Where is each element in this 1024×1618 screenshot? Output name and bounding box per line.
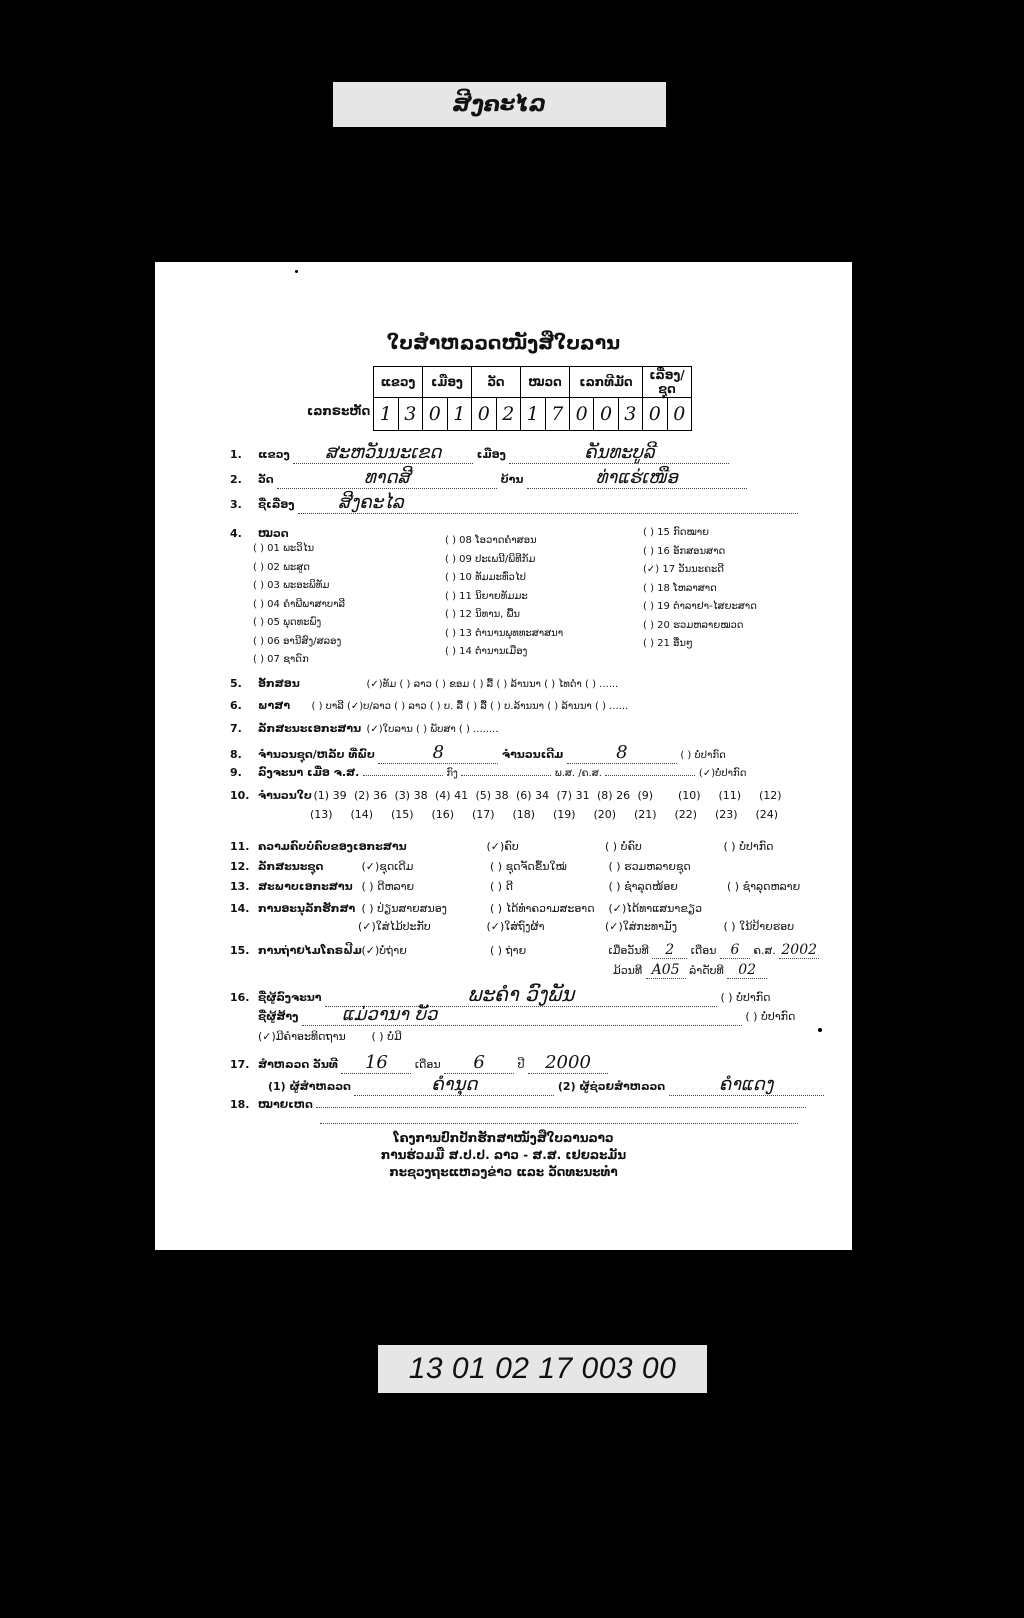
handwritten-value: ສະຫວັນນະເຂດ [325, 442, 442, 463]
grid-digit: 0 [472, 398, 497, 431]
options: ( ) ບາລີ (✓)ບ/ລາວ ( ) ລາວ ( ) ບ. ລື້ ( ) ລື້ ( ) ບ.ລ້ານນາ ( ) ລ້ານນາ ( ) ...... [311, 701, 629, 712]
leaf-count: (11) [718, 789, 742, 802]
field-label: ຊື່ຜູ້ສ້າງ [258, 1010, 299, 1023]
grid-digit: 3 [398, 398, 423, 431]
grid-header: ເລກທີມັດ [570, 367, 643, 398]
field-18: 18. ໝາຍເຫດ [230, 1098, 806, 1111]
field-7: 7. ລັກສະນະເອກະສານ (✓)ໃບລານ ( ) ພັບສາ ( ) ........ [230, 722, 499, 735]
leaf-count: (14) [350, 808, 374, 821]
grid-digit: 2 [496, 398, 521, 431]
option: ( ) ບໍ່ປາກົດ [723, 840, 774, 853]
handwritten-value: 8 [432, 742, 445, 763]
field-label: ພ.ສ. /ຄ.ສ. [554, 768, 602, 779]
category-option: ( ) 11 ນິຍາຍທັມມະ [445, 590, 528, 602]
field-9: 9. ລົງຈະນາ ເມື່ອ ຈ.ສ. ກົງ ພ.ສ. /ຄ.ສ. (✓)ບໍ່ປາກົດ [230, 766, 747, 779]
leaf-count: (16) [431, 808, 455, 821]
grid-header: ເລື່ອງ/ຊຸດ [643, 367, 692, 398]
field-label: ການຖ່າຍໄມໂຄຣຟີມ [258, 944, 362, 957]
option: ( ) ໄດ້ທຳຄວາມສະອາດ [490, 902, 595, 915]
field-17b [268, 1074, 824, 1096]
handwritten-value: ຄັນທະບູລີ [584, 442, 655, 463]
category-option: ( ) 03 ພະອະພິທັມ [253, 580, 330, 591]
handwritten-value: ພະຄຳ ວົງພັນ [467, 982, 575, 1006]
category-option: ( ) 02 ພະສູດ [253, 561, 310, 573]
option: (✓)ໃສ່ກະທາມັງ [605, 920, 678, 933]
field-label: ບ້ານ [500, 473, 524, 486]
field-label: ສະພາບເອກະສານ [258, 880, 353, 893]
field-label: ລັກສະນະຊຸດ [258, 860, 324, 873]
field-label: ເດືອນ [414, 1058, 441, 1071]
field-10-row2 [310, 808, 786, 821]
field-label: (2) ຜູ້ຊ່ວຍສຳຫລວດ [557, 1080, 666, 1093]
regno-label: ເລກຣະຫັດ [307, 404, 371, 418]
category-option: ( ) 18 ໂຫລາສາດ [643, 582, 717, 594]
category-option: ( ) 16 ອັກສອນສາດ [643, 545, 726, 557]
handwritten-value: 6 [473, 1052, 485, 1073]
category-option: ( ) 09 ປະເພນີ/ພິທີກັມ [445, 553, 536, 565]
category-option: ( ) 07 ຊາດົກ [253, 654, 309, 665]
field-14: 14. ການອະນຸລັກຮັກສາ ( ) ປ່ຽນສາຍສນອງ ( ) ໄດ້ທຳຄວາມສະອາດ (✓)ໄດ້ທາແສນາຂຽວ [230, 902, 703, 915]
field-3: 3. ຊື່ເລື່ອງ ສີງຄະໄລ [230, 492, 798, 514]
field-label: ພາສາ [258, 699, 291, 712]
field-14-row2 [358, 920, 794, 933]
field-16: 16. ຊື່ຜູ້ລົງຈະນາ ພະຄຳ ວົງພັນ ( ) ບໍ່ປາກົດ [230, 982, 771, 1006]
field-label: ຄວາມຄົບບໍ່ຄົບຂອງເອກະສານ [258, 840, 407, 853]
field-5: 5. ອັກສອນ (✓)ທັມ ( ) ລາວ ( ) ຂອມ ( ) ລື້ ( ) ລ້ານນາ ( ) ໄທດຳ ( ) ...... [230, 677, 619, 690]
leaf-count: (13) [310, 808, 333, 821]
handwritten-value: ທ່າແຮ່ເໜືອ [595, 467, 678, 488]
handwritten-value: 16 [364, 1052, 388, 1073]
option: ( ) ບໍ່ຄົບ [605, 840, 642, 853]
field-label: ສຳຫລວດ ວັນທີ [258, 1058, 338, 1071]
category-option: ( ) 14 ຕຳນານເມືອງ [445, 646, 528, 657]
category-option: ( ) 05 ພຸດທະພົງ [253, 617, 322, 628]
option: ( ) ບໍ່ມີ [371, 1030, 402, 1043]
category-option: ( ) 20 ຮວມຫລາຍໝວດ [643, 619, 744, 631]
field-label: ລົງຈະນາ ເມື່ອ ຈ.ສ. [258, 766, 360, 779]
category-option: ( ) 21 ອື່ນໆ [643, 638, 693, 649]
handwritten-value: 02 [738, 962, 757, 978]
leaf-count: (24) [755, 808, 779, 821]
field-label: ກົງ [446, 768, 458, 779]
option: (✓)ໃສ່ຖົງຜ້າ [486, 920, 545, 933]
ink-speck [295, 270, 298, 273]
grid-digit: 0 [570, 398, 594, 431]
field-label: ລັກສະນະເອກະສານ [258, 722, 362, 735]
field-16b [258, 1004, 795, 1026]
leaf-count: (6) 34 [516, 789, 550, 802]
field-label: ການອະນຸລັກຮັກສາ [258, 902, 356, 915]
option: ( ) ຊຳລຸດຫລາຍ [727, 880, 801, 893]
options: (✓)ບໍ່ປາກົດ [698, 768, 747, 779]
field-16c [258, 1030, 402, 1043]
category-column-2 [445, 532, 563, 662]
field-15-roll [613, 962, 767, 979]
field-label: ຊື່ຜູ້ລົງຈະນາ [258, 991, 322, 1004]
grid-digit: 1 [447, 398, 472, 431]
field-11: 11. ຄວາມຄົບບໍ່ຄົບຂອງເອກະສານ (✓)ຄົບ ( ) ບໍ່ຄົບ ( ) ບໍ່ປາກົດ [230, 840, 774, 853]
category-option: ( ) 15 ກົດໝາຍ [643, 527, 710, 538]
handwritten-value: ຄຳແດງ [718, 1074, 774, 1095]
option: ( ) ຖ່າຍ [490, 944, 527, 957]
grid-header: ໝວດ [521, 367, 570, 398]
option: ( ) ໃນ້ປ້າຍຮອບ [723, 920, 795, 933]
field-label: ໝວດ [258, 527, 289, 540]
grid-digit: 1 [521, 398, 546, 431]
field-15: 15. ການຖ່າຍໄມໂຄຣຟີມ (✓)ບໍ່ຖ່າຍ ( ) ຖ່າຍ ເມື່ອວັນທີ 2 ເດືອນ 6 ຄ.ສ. 2002 [230, 942, 819, 959]
grid-digit: 3 [618, 398, 642, 431]
leaf-count: (18) [512, 808, 536, 821]
category-option: ( ) 01 ພະວິໄນ [253, 543, 315, 554]
option: ( ) ຊຸດຈັດຂຶ້ນໃໝ່ [490, 860, 567, 873]
field-13: 13. ສະພາບເອກະສານ ( ) ດີຫລາຍ ( ) ດີ ( ) ຊຳລຸດໜ້ອຍ ( ) ຊຳລຸດຫລາຍ [230, 880, 801, 893]
grid-header: ແຂວງ [374, 367, 423, 398]
field-label: ປີ [517, 1058, 525, 1071]
field-label: ຈຳນວນໃບ [258, 789, 312, 802]
category-option: ( ) 12 ນິທານ, ພື້ນ [445, 609, 520, 620]
category-option: ( ) 08 ໂອວາດຄຳສອນ [445, 535, 537, 546]
category-column-3 [643, 524, 757, 654]
field-label: ຈຳນວນເດີມ [501, 748, 564, 761]
option: (✓)ມີຄຳອະທິດຖານ [258, 1030, 346, 1043]
leaf-count: (7) 31 [556, 789, 590, 802]
options: ( ) ບໍ່ປາກົດ [720, 991, 771, 1004]
option: ( ) ດີຫລາຍ [361, 880, 415, 893]
option: ( ) ປ່ຽນສາຍສນອງ [361, 902, 447, 915]
field-label: ແຂວງ [258, 448, 290, 461]
option: (✓)ບໍ່ຖ່າຍ [361, 944, 407, 957]
option: (✓)ຄົບ [486, 840, 519, 853]
reference-number-label: 13 01 02 17 003 00 [378, 1345, 707, 1393]
handwritten-value: ຄຳນຸດ [431, 1074, 478, 1095]
leaf-count: (8) 26 [597, 789, 631, 802]
handwritten-value: ທາດສີ [364, 467, 411, 488]
grid-digit: 0 [594, 398, 618, 431]
handwritten-value: ແມ່ວານາ ບັວ [341, 1004, 438, 1025]
leaf-count: (3) 38 [394, 789, 428, 802]
options: (✓)ໃບລານ ( ) ພັບສາ ( ) ........ [366, 724, 499, 735]
handwritten-value: A05 [651, 962, 680, 978]
handwritten-value: ສີງຄະໄລ [338, 492, 404, 513]
category-option: ( ) 06 ອານີສົງ/ສລອງ [253, 635, 342, 647]
field-17: 17. ສຳຫລວດ ວັນທີ 16 ເດືອນ 6 ປີ 2000 [230, 1052, 608, 1074]
option: ( ) ຮວມຫລາຍຊຸດ [608, 860, 691, 873]
leaf-count: (12) [759, 789, 782, 802]
field-label: ວັດ [258, 473, 274, 486]
field-12: 12. ລັກສະນະຊຸດ (✓)ຊຸດເດີມ ( ) ຊຸດຈັດຂຶ້ນໃໝ່ ( ) ຮວມຫລາຍຊຸດ [230, 860, 691, 873]
option: ( ) ຊຳລຸດໜ້ອຍ [608, 880, 678, 893]
category-option: ( ) 04 ຄຳພີພາສາບາລີ [253, 598, 346, 610]
field-4: 4. ໝວດ [230, 527, 289, 540]
handwritten-value: 2000 [545, 1052, 591, 1073]
field-label: ຈຳນວນຊຸດ/ຫລັບ ທີ່ພົບ [258, 748, 375, 761]
grid-header: ເມືອງ [423, 367, 472, 398]
footer-line: ການຮ່ວມມື ສ.ປ.ປ. ລາວ - ສ.ສ. ເຢຍລະມັນ [380, 1148, 627, 1162]
field-1: 1. ແຂວງ ສະຫວັນນະເຂດ ເມືອງ ຄັນທະບູລີ [230, 442, 729, 464]
leaf-count: (17) [472, 808, 495, 821]
form-footer [155, 1130, 852, 1181]
field-label: ລຳດັບທີ [689, 964, 724, 977]
field-label: ມ້ວນທີ [613, 964, 643, 977]
ink-speck [818, 1028, 822, 1032]
grid-digit: 0 [423, 398, 448, 431]
handwritten-value: 6 [730, 942, 740, 958]
category-option: ( ) 13 ຕຳນານພຸທທະສາສນາ [445, 627, 564, 639]
option: (✓)ໄດ້ທາແສນາຂຽວ [608, 902, 703, 915]
grid-digit: 1 [374, 398, 399, 431]
handwritten-value: 2 [665, 942, 675, 958]
leaf-count: (19) [553, 808, 576, 821]
leaf-count: (15) [391, 808, 414, 821]
leaf-count: (9) [637, 789, 654, 802]
field-2: 2. ວັດ ທາດສີ ບ້ານ ທ່າແຮ່ເໜືອ [230, 467, 747, 489]
field-10: 10. ຈຳນວນໃບ (1) 39 (2) 36 (3) 38 (4) 41 (5) 38 (6) 34 (7) 31 (8) 26 (9) (10) (11) (12) [230, 789, 789, 802]
options: ( ) ບໍ່ປາກົດ [680, 750, 726, 761]
option: ( ) ດີ [490, 880, 513, 893]
footer-line: ໂຄງການປົກປັກຮັກສາໜັງສືໃບລານລາວ [393, 1131, 614, 1145]
field-label: ຄ.ສ. [753, 944, 776, 957]
title-label-top: ສີງຄະໄລ [333, 82, 666, 127]
option: (✓)ຊຸດເດີມ [361, 860, 414, 873]
leaf-count: (22) [674, 808, 698, 821]
field-label: (1) ຜູ້ສຳຫລວດ [268, 1080, 351, 1093]
grid-header: ວັດ [472, 367, 521, 398]
code-grid [373, 366, 692, 431]
category-option: ( ) 19 ຕຳລາຢາ-ໄສຍະສາດ [643, 601, 757, 612]
leaf-count: (23) [715, 808, 738, 821]
leaf-count: (5) 38 [475, 789, 509, 802]
leaf-count: (1) 39 [313, 789, 347, 802]
field-label: ເມື່ອວັນທີ [608, 944, 649, 957]
grid-digit: 7 [545, 398, 570, 431]
field-label: ອັກສອນ [258, 677, 300, 690]
grid-digit: 0 [667, 398, 692, 431]
category-column-1 [253, 540, 345, 670]
field-label: ເດືອນ [690, 944, 717, 957]
leaf-count: (2) 36 [354, 789, 388, 802]
handwritten-value: 2002 [781, 942, 818, 958]
options: (✓)ທັມ ( ) ລາວ ( ) ຂອມ ( ) ລື້ ( ) ລ້ານນາ ( ) ໄທດຳ ( ) ...... [366, 679, 619, 690]
field-8: 8. ຈຳນວນຊຸດ/ຫລັບ ທີ່ພົບ 8 ຈຳນວນເດີມ 8 ( ) ບໍ່ປາກົດ [230, 742, 726, 763]
option: (✓)ໃສ່ໄມ້ປະກັບ [358, 920, 431, 933]
category-option: ( ) 10 ທັມມະທົ່ວໄປ [445, 572, 527, 583]
handwritten-value: 8 [616, 742, 628, 763]
form-title: ໃບສຳຫລວດໜັງສືໃບລານ [386, 332, 621, 354]
survey-form-sheet [155, 262, 852, 1250]
grid-digit: 0 [643, 398, 668, 431]
field-label: ຊື່ເລື່ອງ [258, 498, 295, 511]
field-18-line2 [320, 1114, 798, 1127]
footer-line: ກະຊວງຖະແຫລງຂ່າວ ແລະ ວັດທະນະທຳ [389, 1165, 618, 1179]
options: ( ) ບໍ່ປາກົດ [745, 1010, 796, 1023]
category-option: (✓) 17 ວັນນະຄະດີ [643, 564, 724, 575]
field-label: ໝາຍເຫດ [258, 1098, 313, 1111]
field-6: 6. ພາສາ ( ) ບາລີ (✓)ບ/ລາວ ( ) ລາວ ( ) ບ. ລື້ ( ) ລື້ ( ) ບ.ລ້ານນາ ( ) ລ້ານນາ ( ) ...... [230, 699, 629, 712]
leaf-count: (20) [593, 808, 617, 821]
leaf-count: (4) 41 [435, 789, 469, 802]
leaf-count: (21) [634, 808, 657, 821]
field-label: ເມືອງ [476, 448, 506, 461]
leaf-count: (10) [678, 789, 701, 802]
